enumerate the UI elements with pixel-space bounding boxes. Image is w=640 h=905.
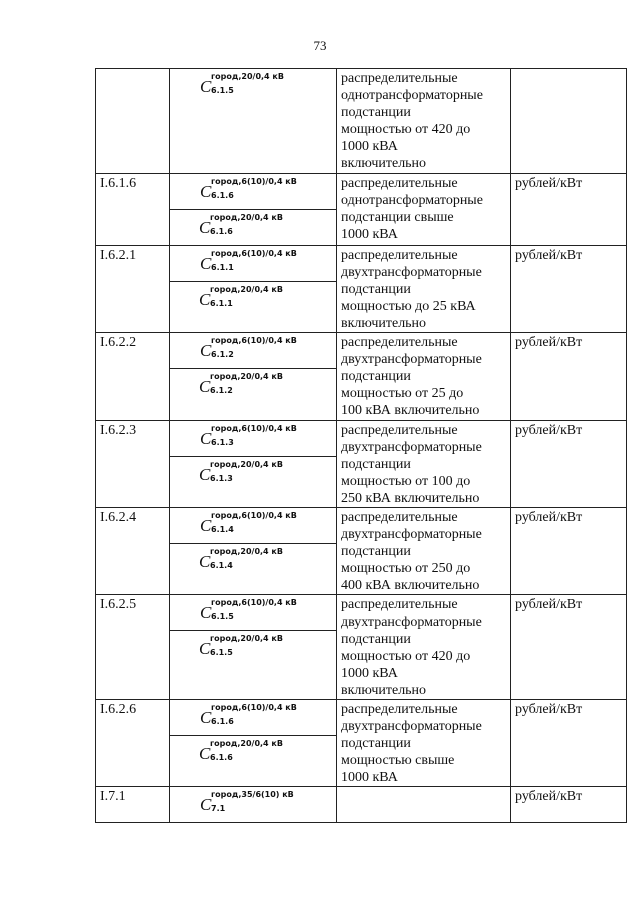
- symbol-letter: C: [200, 77, 212, 96]
- unit-cell: рублей/кВт: [511, 595, 627, 700]
- tariff-symbol: [170, 174, 336, 209]
- symbol-subscript: 6.1.3: [210, 473, 233, 483]
- symbol-subscript: 6.1.6: [211, 717, 234, 726]
- symbol-letter: C: [200, 341, 212, 361]
- tariff-symbol: [169, 630, 337, 666]
- description-line: мощностью свыше: [341, 753, 455, 769]
- symbol-superscript: город,20/0,4 кВ: [210, 634, 283, 644]
- tariff-symbol: [169, 368, 337, 404]
- description-line: подстанции: [341, 456, 411, 472]
- symbol-superscript: город,20/0,4 кВ: [210, 739, 283, 748]
- description-line: двухтрансформаторные: [341, 352, 482, 368]
- description-cell: [337, 333, 511, 420]
- description-line: мощностью от 100 до: [341, 473, 471, 489]
- description-line: включительно: [341, 156, 427, 172]
- tariff-symbol-cell: [170, 700, 337, 787]
- symbol-subscript: 6.1.5: [211, 612, 234, 622]
- tariff-symbol-cell: [170, 333, 337, 420]
- description-line: подстанции: [341, 369, 411, 385]
- description-line: распределительные: [341, 509, 458, 525]
- symbol-letter: C: [200, 708, 212, 727]
- symbol-subscript: 6.1.1: [210, 298, 233, 308]
- description-line: 1000 кВА: [341, 139, 398, 155]
- description-line: двухтрансформаторные: [341, 264, 482, 280]
- description-line: 100 кВА включительно: [341, 403, 480, 419]
- item-code: I.6.1.6: [96, 173, 170, 245]
- unit-cell: рублей/кВт: [511, 420, 627, 507]
- tariff-symbol-cell: [170, 595, 337, 700]
- tariff-symbol: [169, 456, 337, 492]
- symbol-subscript: 6.1.3: [211, 437, 234, 447]
- tariff-symbol: [170, 421, 336, 456]
- unit-cell: рублей/кВт: [511, 333, 627, 420]
- table-row: [96, 245, 627, 332]
- unit-cell: рублей/кВт: [511, 507, 627, 594]
- symbol-letter: C: [199, 464, 211, 484]
- symbol-letter: C: [200, 181, 212, 201]
- symbol-subscript: 6.1.6: [210, 226, 233, 236]
- description-cell: [337, 69, 511, 174]
- description-line: мощностью от 25 до: [341, 386, 464, 402]
- description-line: 1000 кВА: [341, 770, 398, 786]
- tariff-symbol-cell: [170, 69, 337, 174]
- symbol-superscript: город,6(10)/0,4 кВ: [211, 423, 297, 433]
- description-line: подстанции: [341, 105, 411, 121]
- description-line: подстанции: [341, 544, 411, 560]
- symbol-superscript: город,20/0,4 кВ: [210, 212, 283, 222]
- description-cell: [337, 787, 511, 823]
- description-line: двухтрансформаторные: [341, 719, 482, 735]
- tariff-symbol: [170, 69, 336, 104]
- symbol-superscript: город,6(10)/0,4 кВ: [211, 248, 297, 258]
- tariff-symbol: [169, 735, 337, 771]
- item-code: I.6.2.2: [96, 333, 170, 420]
- description-cell: [337, 173, 511, 245]
- symbol-subscript: 6.1.6: [210, 753, 233, 762]
- description-line: двухтрансформаторные: [341, 439, 482, 455]
- unit-cell: рублей/кВт: [511, 173, 627, 245]
- tariff-symbol: [169, 543, 337, 579]
- symbol-subscript: 6.1.5: [211, 86, 234, 95]
- tariff-symbol: [169, 281, 337, 317]
- item-code: I.6.2.3: [96, 420, 170, 507]
- description-line: распределительные: [341, 422, 458, 438]
- tariff-table: [95, 68, 627, 823]
- unit-cell: рублей/кВт: [511, 787, 627, 823]
- symbol-superscript: город,20/0,4 кВ: [210, 284, 283, 294]
- description-line: 250 кВА включительно: [341, 490, 480, 506]
- item-code: [96, 69, 170, 174]
- description-line: мощностью от 250 до: [341, 561, 471, 577]
- symbol-letter: C: [199, 289, 211, 309]
- tariff-symbol-cell: [170, 420, 337, 507]
- tariff-symbol-cell: [170, 245, 337, 332]
- symbol-superscript: город,6(10)/0,4 кВ: [211, 510, 297, 520]
- symbol-superscript: город,20/0,4 кВ: [211, 72, 284, 81]
- symbol-superscript: город,6(10)/0,4 кВ: [211, 598, 297, 608]
- table-row: [96, 787, 627, 823]
- description-line: двухтрансформаторные: [341, 527, 482, 543]
- description-line: распределительные: [341, 175, 458, 191]
- item-code: I.7.1: [96, 787, 170, 823]
- description-line: однотрансформаторные: [341, 192, 483, 208]
- description-line: 400 кВА включительно: [341, 578, 480, 594]
- symbol-letter: C: [199, 217, 211, 237]
- symbol-superscript: город,20/0,4 кВ: [210, 546, 283, 556]
- symbol-letter: C: [200, 795, 212, 815]
- tariff-symbol: [170, 700, 336, 735]
- description-line: мощностью до 25 кВА: [341, 298, 476, 314]
- tariff-symbol-cell: [170, 173, 337, 245]
- symbol-subscript: 6.1.6: [211, 190, 234, 200]
- symbol-letter: C: [200, 515, 212, 535]
- symbol-letter: C: [199, 551, 211, 571]
- symbol-letter: C: [199, 744, 211, 763]
- table-row: [96, 700, 627, 787]
- unit-cell: рублей/кВт: [511, 700, 627, 787]
- symbol-subscript: 6.1.4: [211, 524, 234, 534]
- symbol-superscript: город,20/0,4 кВ: [210, 459, 283, 469]
- description-line: однотрансформаторные: [341, 88, 483, 104]
- table-row: [96, 173, 627, 245]
- symbol-superscript: город,6(10)/0,4 кВ: [211, 176, 297, 186]
- description-line: распределительные: [341, 247, 458, 263]
- description-line: распределительные: [341, 702, 458, 717]
- tariff-symbol: [169, 209, 337, 245]
- description-line: распределительные: [341, 335, 458, 351]
- description-line: мощностью от 420 до: [341, 122, 471, 138]
- symbol-subscript: 6.1.1: [211, 262, 234, 272]
- symbol-superscript: город,35/6(10) кВ: [211, 790, 294, 800]
- description-cell: [337, 507, 511, 594]
- symbol-subscript: 6.1.2: [211, 350, 234, 360]
- tariff-symbol: [170, 333, 336, 368]
- description-cell: [337, 420, 511, 507]
- unit-cell: [511, 69, 627, 174]
- symbol-letter: C: [200, 603, 212, 623]
- tariff-symbol: [170, 595, 336, 630]
- symbol-subscript: 6.1.4: [210, 560, 233, 570]
- description-line: подстанции: [341, 281, 411, 297]
- table-row: [96, 333, 627, 420]
- description-line: 1000 кВА: [341, 226, 398, 242]
- tariff-symbol-cell: [170, 507, 337, 594]
- description-line: подстанции: [341, 736, 411, 752]
- unit-cell: рублей/кВт: [511, 245, 627, 332]
- description-line: 1000 кВА: [341, 665, 398, 681]
- description-line: двухтрансформаторные: [341, 614, 482, 630]
- description-cell: [337, 595, 511, 700]
- table-row: [96, 420, 627, 507]
- item-code: I.6.2.5: [96, 595, 170, 700]
- description-line: распределительные: [341, 597, 458, 613]
- description-line: подстанции: [341, 631, 411, 647]
- symbol-letter: C: [199, 377, 211, 397]
- description-cell: [337, 245, 511, 332]
- symbol-subscript: 6.1.5: [210, 648, 233, 658]
- description-line: подстанции свыше: [341, 209, 454, 225]
- table-row: [96, 507, 627, 594]
- description-line: включительно: [341, 682, 427, 698]
- symbol-letter: C: [200, 253, 212, 273]
- description-line: распределительные: [341, 71, 458, 86]
- table-row: [96, 69, 627, 174]
- item-code: I.6.2.1: [96, 245, 170, 332]
- description-cell: [337, 700, 511, 787]
- symbol-letter: C: [200, 428, 212, 448]
- symbol-subscript: 6.1.2: [210, 386, 233, 396]
- tariff-symbol: [170, 787, 336, 822]
- item-code: I.6.2.6: [96, 700, 170, 787]
- symbol-superscript: город,6(10)/0,4 кВ: [211, 703, 297, 712]
- tariff-symbol: [170, 246, 336, 281]
- tariff-symbol: [170, 508, 336, 543]
- page-number: 73: [313, 38, 327, 53]
- symbol-superscript: город,20/0,4 кВ: [210, 372, 283, 382]
- table-row: [96, 595, 627, 700]
- description-line: мощностью от 420 до: [341, 648, 471, 664]
- tariff-symbol-cell: [170, 787, 337, 823]
- symbol-subscript: 7.1: [211, 804, 226, 814]
- symbol-superscript: город,6(10)/0,4 кВ: [211, 336, 297, 346]
- symbol-letter: C: [199, 639, 211, 659]
- description-line: включительно: [341, 315, 427, 331]
- item-code: I.6.2.4: [96, 507, 170, 594]
